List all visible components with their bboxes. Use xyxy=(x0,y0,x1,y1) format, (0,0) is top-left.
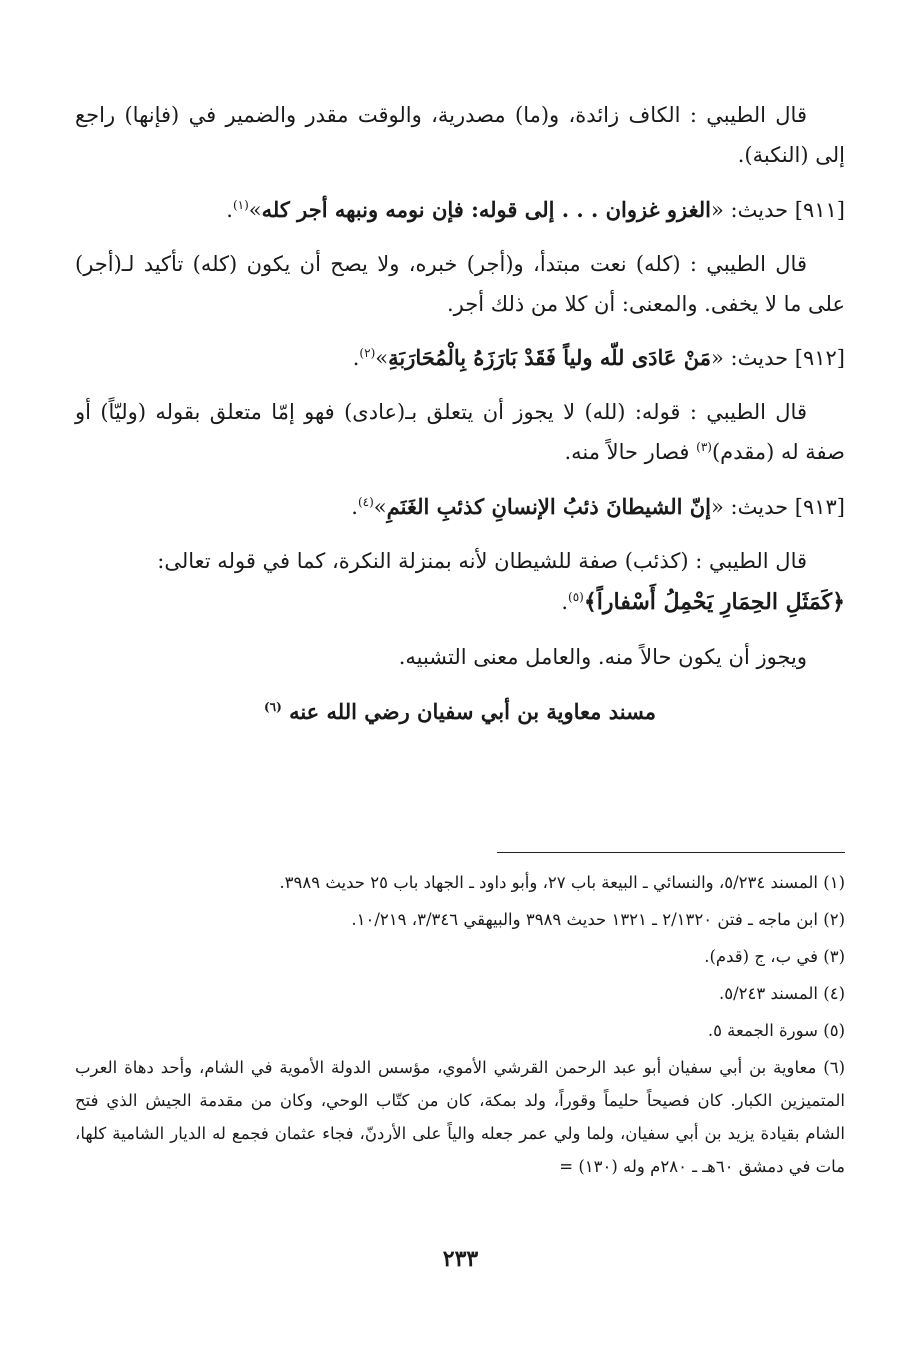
footnote-ref: (٤) xyxy=(357,495,374,510)
hadith-number: [٩١٣] حديث: « xyxy=(711,495,845,520)
footnote: (٣) في ب، ج (قدم). xyxy=(704,947,845,966)
hadith-913 xyxy=(75,487,845,528)
quote-close: » xyxy=(375,346,389,371)
commentary-text: ويجوز أن يكون حالاً منه. والعامل معنى التشبيه. xyxy=(398,644,807,669)
page-number: ٢٣٣ xyxy=(442,1246,479,1272)
commentary-paragraph xyxy=(75,96,845,176)
hadith-911 xyxy=(75,190,845,231)
footnote-ref: (١) xyxy=(232,197,249,212)
main-text xyxy=(75,96,845,731)
hadith-912 xyxy=(75,338,845,379)
commentary-text: قال الطيبي : (كذئب) صفة للشيطان لأنه بمنزلة النكرة، كما في قوله تعالى: xyxy=(157,549,807,574)
commentary-paragraph xyxy=(75,245,845,325)
period: . xyxy=(226,197,233,222)
footnote-ref: (٣) xyxy=(696,440,712,455)
footnote: (٢) ابن ماجه ـ فتن ٢/١٣٢٠ ـ ١٣٢١ حديث ٣٩٨٩ والبيهقي ٣/٣٤٦، ١٠/٢١٩. xyxy=(351,910,845,929)
hadith-text: الغزو غزوان . . . إلى قوله: فإن نومه ونبهه أجر كله xyxy=(261,196,712,222)
footnote-divider xyxy=(497,852,845,853)
hadith-number: [٩١١] حديث: « xyxy=(711,197,845,222)
commentary-paragraph xyxy=(75,542,845,582)
footnote: (١) المسند ٥/٢٣٤، والنسائي ـ البيعة باب ٢٧، وأبو داود ـ الجهاد باب ٢٥ حديث ٣٩٨٩. xyxy=(279,873,845,892)
commentary-text: قال الطيبي : الكاف زائدة، و(ما) مصدرية، والوقت مقدر والضمير في (فإنها) راجع إلى (النكبة). xyxy=(75,103,845,167)
period: . xyxy=(561,589,569,614)
commentary-text: قال الطيبي : قوله: (لله) لا يجوز أن يتعلق بـ(عادى) فهو إمّا متعلق بقوله (وليّاً) أو صفة له (مقدم) xyxy=(75,400,845,465)
quote-close: » xyxy=(248,197,262,222)
commentary-paragraph xyxy=(75,638,845,678)
hadith-text: مَنْ عَادَى للّه ولياً فَقَدْ بَارَزَهُ بِالْمُحَارَبَةِ xyxy=(388,345,712,371)
quote-close: » xyxy=(373,495,387,520)
hadith-number: [٩١٢] حديث: « xyxy=(711,346,845,371)
hadith-text: إنّ الشيطانَ ذئبُ الإنسانِ كذئبِ الغَنَمِ xyxy=(386,494,712,520)
footnote: (٦) معاوية بن أبي سفيان أبو عبد الرحمن القرشي الأموي، مؤسس الدولة الأموية في الشام، وأحد دهاة العرب المتميزين الكبار. كان فصيحاً حليماً وقوراً، ولد بمكة، كان من كتّاب الوحي، وكان من مقدمة الجيش الذي فتح الشام بقيادة يزيد بن أبي سفيان، ولما ولي عمر جعله والياً على الأردنّ، فجاء عثمان فجمع له الديار الشامية كلها، مات في دمشق ٦٠هـ ـ ٢٨٠م وله (١٣٠) = xyxy=(75,1058,845,1176)
commentary-text: فصار حالاً منه. xyxy=(564,440,697,465)
quran-text: ﴿كَمَثَلِ الحِمَارِ يَحْمِلُ أَسْفاراً﴾ xyxy=(583,588,845,615)
footnote-ref: (٢) xyxy=(359,346,376,361)
footnote: (٤) المسند ٥/٢٤٣. xyxy=(718,984,845,1003)
period: . xyxy=(352,346,360,371)
footnote-ref: (٦) xyxy=(263,699,282,714)
footnote-ref: (٥) xyxy=(568,589,584,604)
footnotes xyxy=(75,866,845,1187)
section-title-text: مسند معاوية بن أبي سفيان رضي الله عنه xyxy=(289,698,657,724)
quran-verse xyxy=(75,582,845,624)
commentary-text: قال الطيبي : (كله) نعت مبتدأ، و(أجر) خبره، ولا يصح أن يكون (كله) تأكيد لـ(أجر) على ما لا يخفى. والمعنى: أن كلا من ذلك أجر. xyxy=(75,251,845,316)
period: . xyxy=(351,495,358,520)
footnote: (٥) سورة الجمعة ٥. xyxy=(707,1021,845,1040)
commentary-paragraph xyxy=(75,393,845,473)
section-title xyxy=(75,692,845,732)
